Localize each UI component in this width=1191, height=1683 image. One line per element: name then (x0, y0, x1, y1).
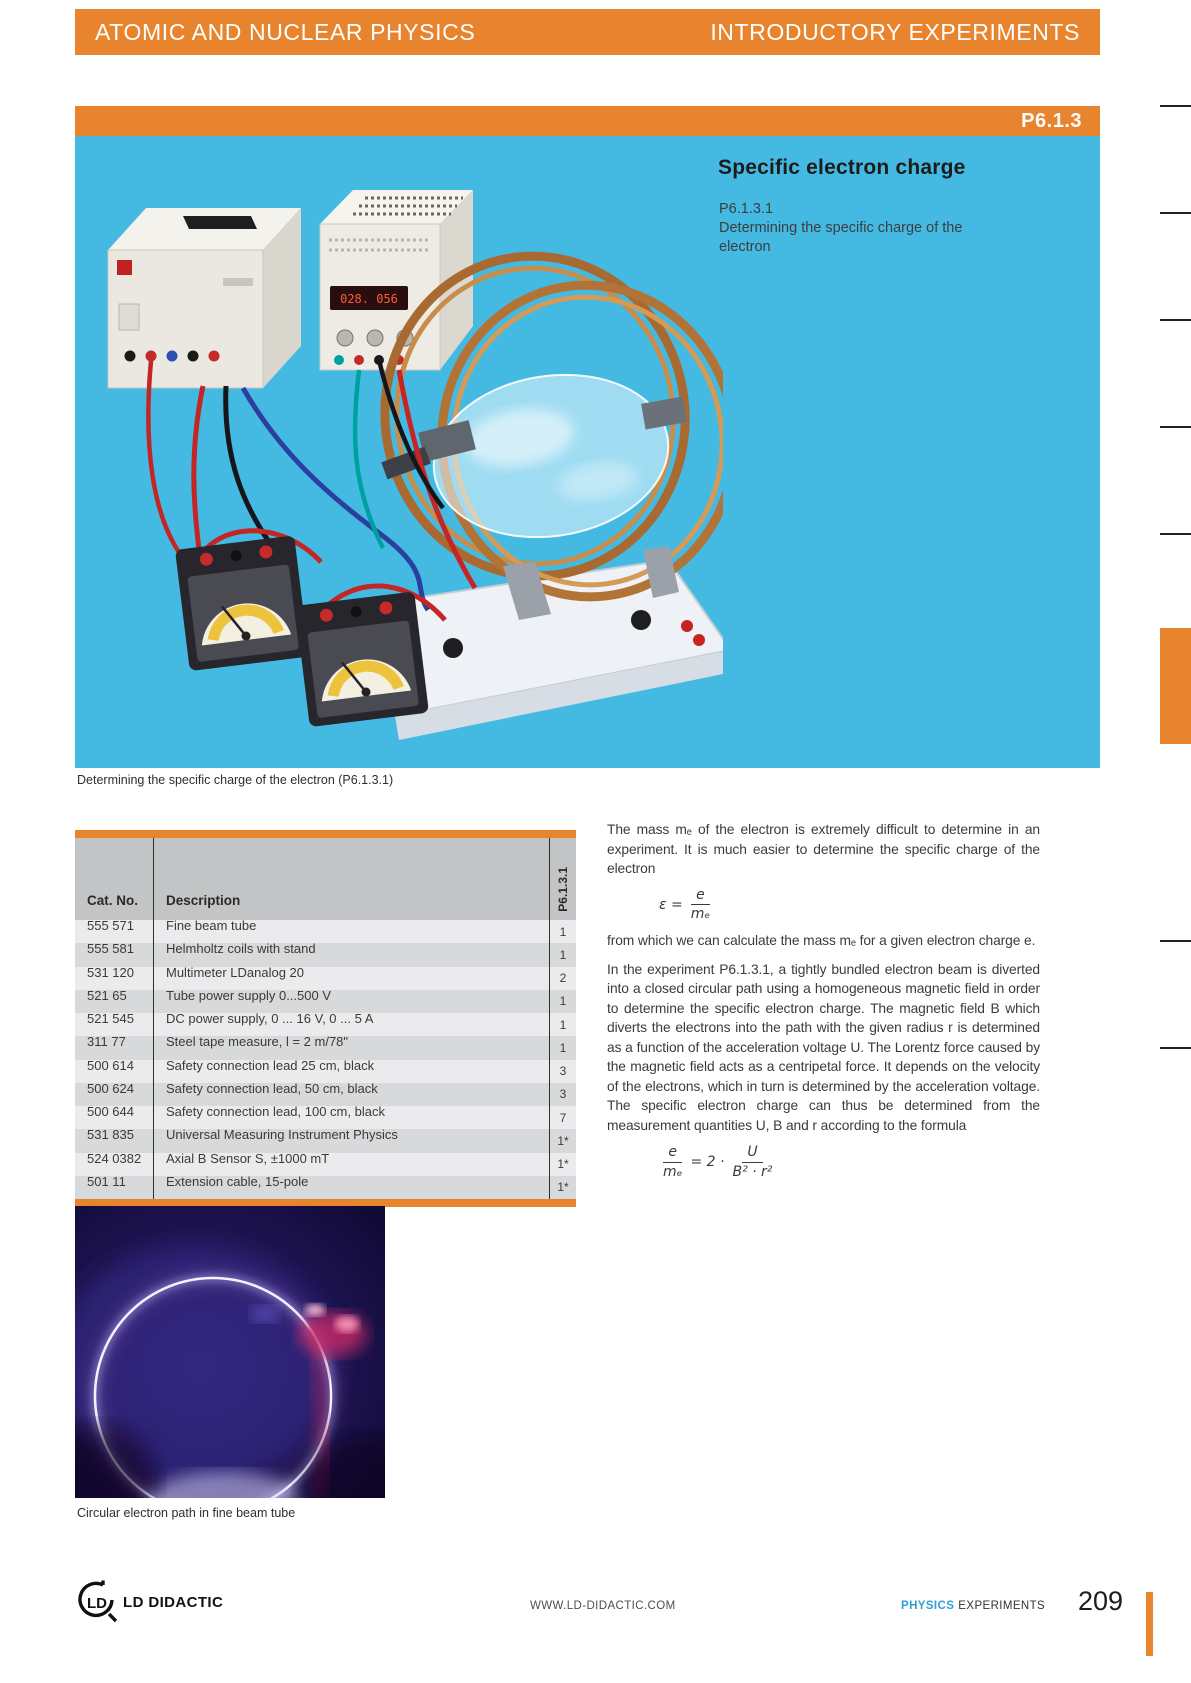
cat-no-cell: 521 65 (87, 987, 127, 1003)
qty-cell: 1 (549, 920, 576, 943)
section-code: P6.1.3 (1021, 109, 1082, 132)
experiment-name: Determining the specific charge of the electron (719, 220, 963, 255)
description-cell: DC power supply, 0 ... 16 V, 0 ... 5 A (153, 1013, 549, 1036)
ld-wordmark: LD DIDACTIC (123, 1593, 224, 1611)
cat-no-cell: 521 545 (87, 1011, 134, 1027)
electron-path-caption: Circular electron path in fine beam tube (77, 1506, 296, 1520)
psu-display-reading: 028. 056 (340, 292, 398, 306)
qty-cell: 1 (549, 1036, 576, 1059)
table-row (75, 1013, 576, 1036)
fraction: $\frac{e}{\text{mₑ}}$ (690, 886, 711, 923)
formula2-mid: = 2 · (690, 1154, 725, 1171)
banner-section-title: INTRODUCTORY EXPERIMENTS (710, 18, 1080, 45)
crop-mark (1160, 533, 1191, 535)
experiment-info (719, 200, 999, 257)
cat-no-cell: 555 571 (87, 918, 134, 934)
qty-cell: 1 (549, 943, 576, 966)
formula-specific-charge (659, 887, 1040, 924)
crop-mark (1160, 105, 1191, 107)
qty-cell: 7 (549, 1106, 576, 1129)
ld-didactic-logo (75, 1580, 295, 1624)
table-row (75, 1173, 576, 1199)
cat-no-cell: 311 77 (87, 1034, 126, 1050)
qty-column-code: P6.1.3.1 (556, 867, 570, 912)
table-row (75, 1036, 576, 1059)
table-row (75, 920, 576, 943)
qty-cell: 1* (549, 1176, 576, 1199)
tube-power-supply (108, 208, 301, 388)
description-cell: Steel tape measure, l = 2 m/78" (153, 1036, 549, 1059)
multimeter-2 (295, 591, 429, 727)
description-cell: Safety connection lead 25 cm, black (153, 1060, 549, 1083)
crop-mark (1160, 940, 1191, 942)
qty-cell: 3 (549, 1060, 576, 1083)
crop-mark (1160, 426, 1191, 428)
table-header (75, 838, 576, 920)
fraction: $\frac{U}{\text{B² · r²}}$ (732, 1144, 773, 1180)
description-cell: Multimeter LDanalog 20 (153, 967, 549, 990)
cat-no-cell: 500 644 (87, 1104, 134, 1120)
ld-logo-icon (75, 1580, 117, 1624)
qty-cell: 1* (549, 1153, 576, 1176)
col-header-description: Description (153, 838, 549, 920)
description-cell: Safety connection lead, 100 cm, black (153, 1106, 549, 1129)
table-row (75, 1150, 576, 1176)
banner-chapter-title: ATOMIC AND NUCLEAR PHYSICS (95, 18, 476, 45)
paragraph-3: In the experiment P6.1.3.1, a tightly bundled electron beam is diverted into a closed circular path using a homogeneous magnetic field in order to determine the specific electron charge. The magnetic field B which diverts the electrons into the path with the given radius r is determined as a function of the acceleration voltage U. The Lorentz force caused by the magnetic field acts as a centripetal force. It depends on the velocity of the electrons, which in turn is determined by the acceleration voltage. The specific electron charge can thus be determined from the measurement quantities U, B and r according to the formula (607, 961, 1040, 1133)
cat-no-cell: 555 581 (87, 941, 134, 957)
brand-experiments: EXPERIMENTS (958, 1600, 1046, 1612)
cat-no-cell: 531 835 (87, 1127, 134, 1143)
description-cell: Universal Measuring Instrument Physics (153, 1129, 549, 1152)
description-cell: Extension cable, 15-pole (153, 1176, 549, 1199)
cat-no-cell: 500 614 (87, 1057, 134, 1073)
equipment-photo (83, 158, 723, 758)
cat-no-cell: 501 11 (87, 1173, 126, 1189)
crop-mark (1160, 319, 1191, 321)
table-row (75, 1057, 576, 1083)
cat-no-cell: 500 624 (87, 1080, 134, 1096)
qty-cell: 3 (549, 1083, 576, 1106)
page-banner (75, 9, 1100, 55)
fraction: $\frac{e}{\text{mₑ}}$ (663, 1144, 683, 1180)
paragraph-1: The mass mₑ of the electron is extremely difficult to determine in an experiment. It is much easier to determine the specific charge of the electron (607, 822, 1040, 876)
page-number-bar (1146, 1592, 1153, 1656)
cat-no-cell: 524 0382 (87, 1150, 142, 1166)
qty-cell: 2 (549, 967, 576, 990)
description-cell: Axial B Sensor S, ±1000 mT (153, 1153, 549, 1176)
table-row (75, 987, 576, 1013)
svg-text:LD: LD (87, 1595, 107, 1612)
col-header-qty (549, 838, 576, 920)
page-title: Specific electron charge (718, 156, 966, 179)
table-row (75, 1129, 576, 1152)
article-column (607, 820, 1040, 1181)
paragraph-2: from which we can calculate the mass mₑ for a given electron charge e. (607, 933, 1036, 949)
description-cell: Fine beam tube (153, 920, 549, 943)
hero-photo-caption: Determining the specific charge of the electron (P6.1.3.1) (77, 773, 394, 787)
table-row (75, 964, 576, 990)
description-cell: Tube power supply 0...500 V (153, 990, 549, 1013)
table-row (75, 943, 576, 966)
qty-cell: 1* (549, 1129, 576, 1152)
qty-cell: 1 (549, 1013, 576, 1036)
col-header-cat-no: Cat. No. (87, 893, 139, 908)
description-cell: Helmholtz coils with stand (153, 943, 549, 966)
chapter-thumb-tab (1160, 628, 1191, 744)
crop-mark (1160, 1047, 1191, 1049)
footer-brand (901, 1600, 1045, 1612)
crop-mark (1160, 212, 1191, 214)
section-code-bar (75, 106, 1100, 136)
formula1-lhs: ε = (659, 896, 683, 913)
table-body (75, 920, 576, 1199)
parts-table (75, 830, 576, 1207)
electron-path-photo (75, 1206, 385, 1498)
table-top-bar (75, 830, 576, 838)
cat-no-cell: 531 120 (87, 964, 134, 980)
hero-panel (75, 136, 1100, 768)
table-row (75, 1106, 576, 1129)
experiment-code: P6.1.3.1 (719, 201, 774, 217)
description-cell: Safety connection lead, 50 cm, black (153, 1083, 549, 1106)
table-row (75, 1080, 576, 1106)
formula-e-over-m (663, 1144, 1040, 1181)
qty-cell: 1 (549, 990, 576, 1013)
page-number: 209 (1078, 1586, 1124, 1616)
footer-url: WWW.LD-DIDACTIC.COM (530, 1600, 676, 1612)
brand-physics: PHYSICS (901, 1600, 955, 1612)
multimeter-1 (175, 535, 309, 671)
